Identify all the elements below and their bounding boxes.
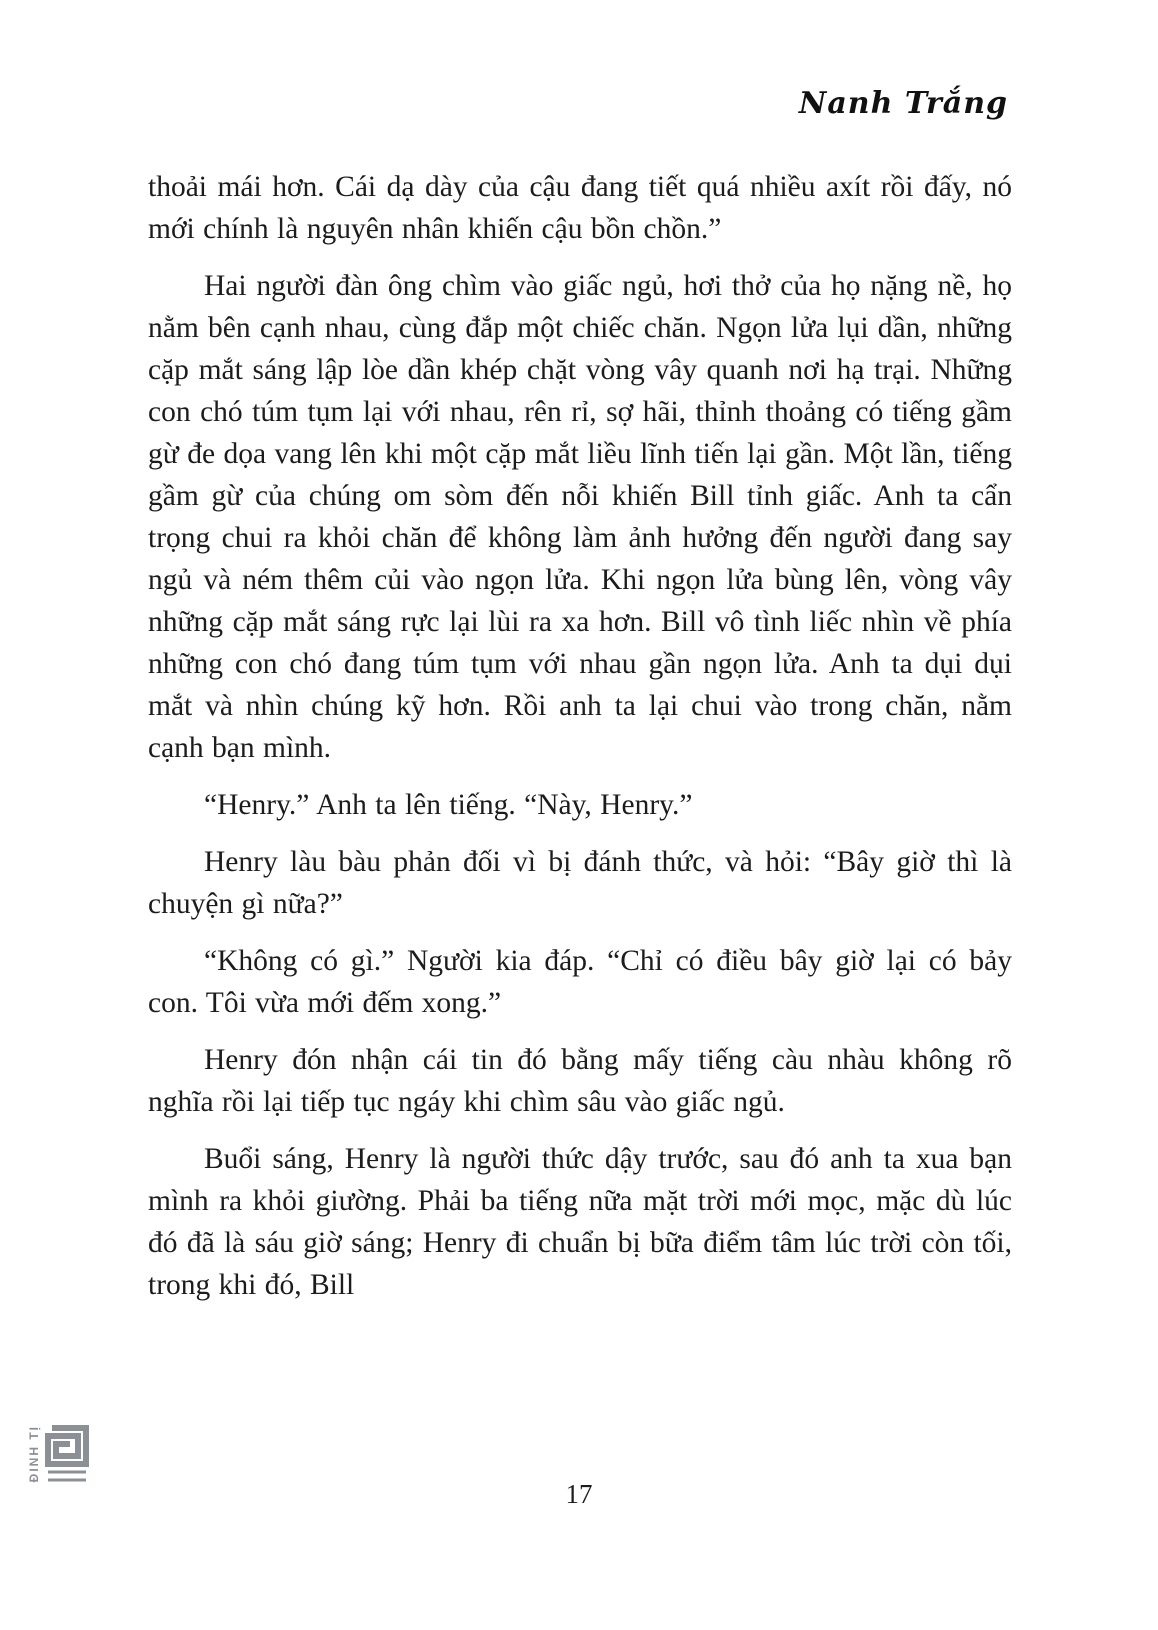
publisher-logo: [28, 1424, 90, 1482]
running-head-title: Nanh Trắng: [798, 86, 1008, 121]
paragraph: thoải mái hơn. Cái dạ dày của cậu đang tiết quá nhiều axít rồi đấy, nó mới chính là nguyên nhân khiến cậu bồn chồn.”: [148, 171, 1012, 245]
paragraph: Buổi sáng, Henry là người thức dậy trước, sau đó anh ta xua bạn mình ra khỏi giường. Phải ba tiếng nữa mặt trời mới mọc, mặc dù lúc đó đã là sáu giờ sáng; Henry đi chuẩn bị bữa điểm tâm lúc trời còn tối, trong khi đó, Bill: [148, 1143, 1012, 1301]
page-number: 17: [565, 1479, 593, 1509]
body-text: [148, 166, 1012, 1321]
paragraph: Hai người đàn ông chìm vào giấc ngủ, hơi thở của họ nặng nề, họ nằm bên cạnh nhau, cùng đắp một chiếc chăn. Ngọn lửa lụi dần, những cặp mắt sáng lập lòe dần khép chặt vòng vây quanh nơi hạ trại. Những con chó túm tụm lại với nhau, rên rỉ, sợ hãi, thỉnh thoảng có tiếng gầm gừ đe dọa vang lên khi một cặp mắt liều lĩnh tiến lại gần. Một lần, tiếng gầm gừ của chúng om sòm đến nỗi khiến Bill tỉnh giấc. Anh ta cẩn trọng chui ra khỏi chăn để không làm ảnh hưởng đến người đang say ngủ và ném thêm củi vào ngọn lửa. Khi ngọn lửa bùng lên, vòng vây những cặp mắt sáng rực lại lùi ra xa hơn. Bill vô tình liếc nhìn về phía những con chó đang túm tụm với nhau gần ngọn lửa. Anh ta dụi dụi mắt và nhìn chúng kỹ hơn. Rồi anh ta lại chui vào trong chăn, nằm cạnh bạn mình.: [148, 270, 1012, 764]
paragraph: “Không có gì.” Người kia đáp. “Chỉ có điều bây giờ lại có bảy con. Tôi vừa mới đếm xong.”: [148, 945, 1012, 1019]
paragraph: Henry đón nhận cái tin đó bằng mấy tiếng càu nhàu không rõ nghĩa rồi lại tiếp tục ngáy khi chìm sâu vào giấc ngủ.: [148, 1044, 1012, 1118]
paragraph: “Henry.” Anh ta lên tiếng. “Này, Henry.”: [204, 789, 693, 821]
paragraph: Henry làu bàu phản đối vì bị đánh thức, và hỏi: “Bây giờ thì là chuyện gì nữa?”: [148, 846, 1012, 920]
spiral-square-icon: [44, 1424, 90, 1482]
publisher-logo-text: ĐINH TỊ: [27, 1424, 41, 1482]
